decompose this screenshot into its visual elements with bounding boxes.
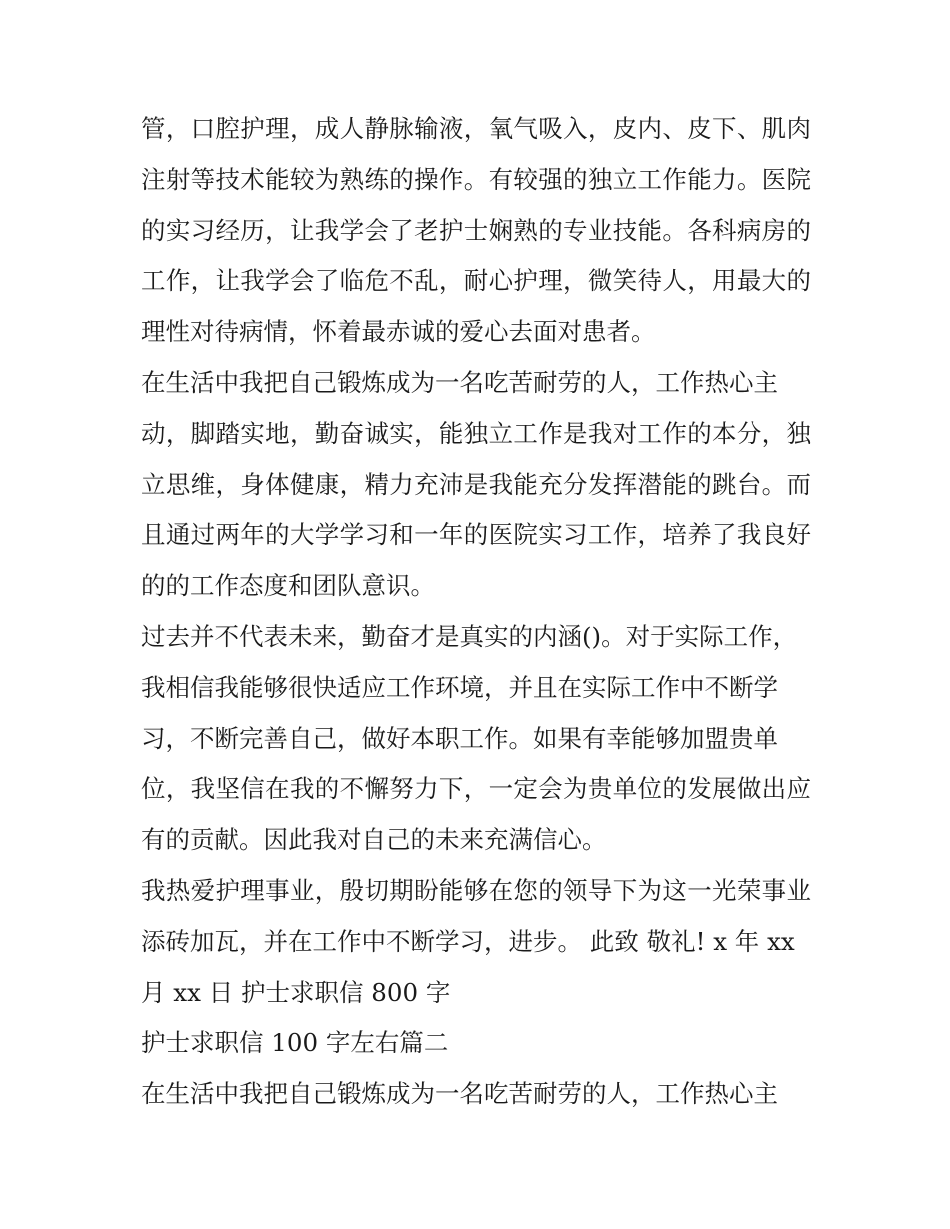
text-line: 动，脚踏实地，勤奋诚实，能独立工作是我对工作的本分，独 [141, 418, 811, 448]
text-line: 在生活中我把自己锻炼成为一名吃苦耐劳的人，工作热心主 [141, 367, 778, 397]
text-line: 我相信我能够很快适应工作环境，并且在实际工作中不断学 [141, 672, 778, 702]
text-line: 工作，让我学会了临危不乱，耐心护理，微笑待人，用最大的 [141, 266, 811, 296]
text-line: 的实习经历，让我学会了老护士娴熟的专业技能。各科病房的 [141, 215, 811, 245]
text-line: 在生活中我把自己锻炼成为一名吃苦耐劳的人，工作热心主 [141, 1079, 778, 1109]
text-line: 添砖加瓦，并在工作中不断学习，进步。 此致 敬礼! x 年 xx [141, 926, 795, 956]
text-line: 理性对待病情，怀着最赤诚的爱心去面对患者。 [141, 317, 656, 347]
text-line: 管，口腔护理，成人静脉输液，氧气吸入，皮内、皮下、肌肉 [141, 114, 811, 143]
text-line: 的的工作态度和团队意识。 [141, 571, 435, 601]
text-line: 过去并不代表未来，勤奋才是真实的内涵()。对于实际工作， [141, 621, 798, 651]
text-line: 注射等技术能较为熟练的操作。有较强的独立工作能力。医院 [141, 164, 811, 194]
section-heading: 护士求职信 100 字左右篇二 [141, 1028, 449, 1058]
text-line: 位，我坚信在我的不懈努力下，一定会为贵单位的发展做出应 [141, 774, 811, 804]
text-line: 且通过两年的大学学习和一年的医院实习工作，培养了我良好 [141, 520, 811, 550]
text-line: 立思维，身体健康，精力充沛是我能充分发挥潜能的跳台。而 [141, 469, 811, 499]
text-line: 习，不断完善自己，做好本职工作。如果有幸能够加盟贵单 [141, 723, 778, 753]
document-body [141, 104, 811, 1120]
text-line: 月 xx 日 护士求职信 800 字 [141, 977, 451, 1007]
text-line: 有的贡献。因此我对自己的未来充满信心。 [141, 825, 607, 855]
text-line: 我热爱护理事业，殷切期盼能够在您的领导下为这一光荣事业 [141, 875, 811, 905]
